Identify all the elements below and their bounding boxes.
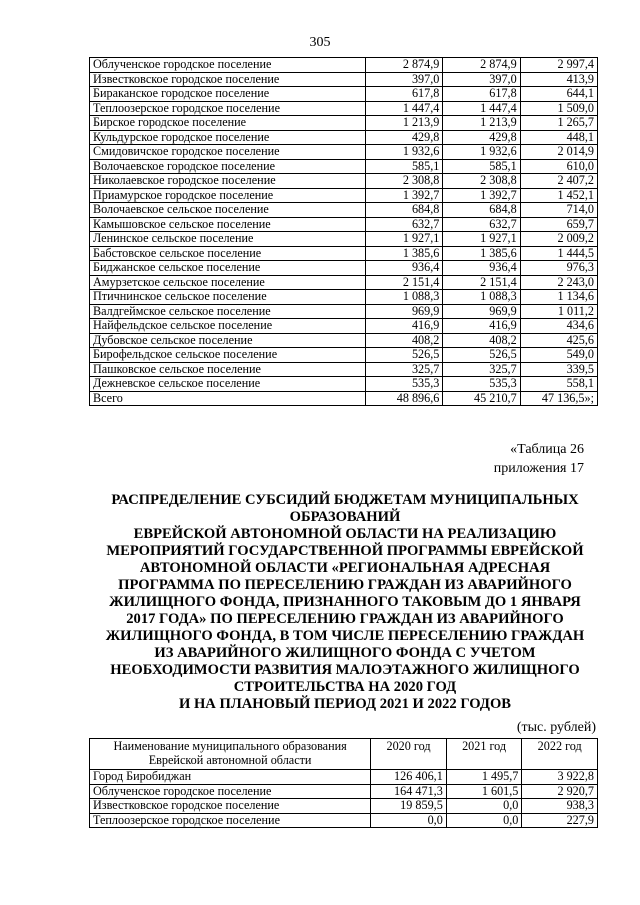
table-caption-number: «Таблица 26 <box>510 442 584 457</box>
value-cell: 2 308,8 <box>366 174 443 189</box>
value-cell: 659,7 <box>520 217 597 232</box>
table-row <box>90 130 598 145</box>
table-row <box>90 246 598 261</box>
value-cell: 416,9 <box>366 319 443 334</box>
table-row <box>90 304 598 319</box>
municipality-name-cell: Кульдурское городское поселение <box>90 130 366 145</box>
value-cell: 408,2 <box>366 333 443 348</box>
title-line: ЖИЛИЩНОГО ФОНДА, В ТОМ ЧИСЛЕ ПЕРЕСЕЛЕНИЮ ГРАЖДАН <box>105 628 585 644</box>
value-cell: 558,1 <box>520 377 597 392</box>
value-cell: 1 932,6 <box>443 145 520 160</box>
value-cell: 1 213,9 <box>366 116 443 131</box>
value-cell: 2 014,9 <box>520 145 597 160</box>
page-number: 305 <box>309 35 331 50</box>
value-cell: 2 243,0 <box>520 275 597 290</box>
value-cell: 976,3 <box>520 261 597 276</box>
value-cell: 535,3 <box>366 377 443 392</box>
municipality-name-cell: Птичнинское сельское поселение <box>90 290 366 305</box>
value-cell: 549,0 <box>520 348 597 363</box>
table-row <box>90 188 598 203</box>
value-cell: 434,6 <box>520 319 597 334</box>
table-row <box>90 261 598 276</box>
table-header-row <box>90 739 598 770</box>
value-cell: 938,3 <box>522 799 598 814</box>
value-cell: 1 509,0 <box>520 101 597 116</box>
municipality-name-cell: Приамурское городское поселение <box>90 188 366 203</box>
value-cell: 1 088,3 <box>366 290 443 305</box>
value-cell: 1 011,2 <box>520 304 597 319</box>
value-cell: 0,0 <box>446 799 522 814</box>
table-row <box>90 813 598 828</box>
table-row <box>90 203 598 218</box>
value-cell: 969,9 <box>366 304 443 319</box>
municipality-name-cell: Бирофельдское сельское поселение <box>90 348 366 363</box>
value-cell: 2 874,9 <box>366 58 443 73</box>
title-line: ИЗ АВАРИЙНОГО ЖИЛИЩНОГО ФОНДА С УЧЕТОМ <box>154 645 536 661</box>
document-title <box>90 492 600 713</box>
table-row <box>90 87 598 102</box>
title-line: ОБРАЗОВАНИЙ <box>289 509 401 525</box>
value-cell: 1 134,6 <box>520 290 597 305</box>
value-cell: 425,6 <box>520 333 597 348</box>
value-cell: 1 927,1 <box>366 232 443 247</box>
value-cell: 1 601,5 <box>446 784 522 799</box>
value-cell: 1 447,4 <box>443 101 520 116</box>
value-cell: 936,4 <box>366 261 443 276</box>
value-cell: 1 932,6 <box>366 145 443 160</box>
table-row <box>90 275 598 290</box>
municipality-name-cell: Волочаевское сельское поселение <box>90 203 366 218</box>
value-cell: 535,3 <box>443 377 520 392</box>
title-line: АВТОНОМНОЙ ОБЛАСТИ «РЕГИОНАЛЬНАЯ АДРЕСНАЯ <box>139 560 551 576</box>
subsidy-table-continued <box>89 57 598 406</box>
municipality-name-cell: Смидовичское городское поселение <box>90 145 366 160</box>
value-cell: 325,7 <box>443 362 520 377</box>
municipality-name-cell: Бирское городское поселение <box>90 116 366 131</box>
table-row <box>90 799 598 814</box>
value-cell: 1 265,7 <box>520 116 597 131</box>
table-row <box>90 72 598 87</box>
header-year-2021: 2021 год <box>446 739 522 770</box>
value-cell: 408,2 <box>443 333 520 348</box>
title-line: ЕВРЕЙСКОЙ АВТОНОМНОЙ ОБЛАСТИ НА РЕАЛИЗАЦИЮ <box>133 526 557 542</box>
value-cell: 397,0 <box>366 72 443 87</box>
value-cell: 48 896,6 <box>366 391 443 406</box>
table-row <box>90 101 598 116</box>
subsidy-table-body <box>90 58 598 406</box>
units-label: (тыс. рублей) <box>516 720 596 735</box>
value-cell: 1 385,6 <box>366 246 443 261</box>
title-line: РАСПРЕДЕЛЕНИЕ СУБСИДИЙ БЮДЖЕТАМ МУНИЦИПАЛЬНЫХ <box>111 492 579 508</box>
value-cell: 2 920,7 <box>522 784 598 799</box>
value-cell: 526,5 <box>366 348 443 363</box>
value-cell: 0,0 <box>371 813 447 828</box>
municipality-name-cell: Бираканское городское поселение <box>90 87 366 102</box>
municipality-name-cell: Всего <box>90 391 366 406</box>
value-cell: 397,0 <box>443 72 520 87</box>
title-line: ЖИЛИЩНОГО ФОНДА, ПРИЗНАННОГО ТАКОВЫМ ДО 1 ЯНВАРЯ <box>109 594 581 610</box>
table-row <box>90 348 598 363</box>
value-cell: 2 874,9 <box>443 58 520 73</box>
municipality-name-cell: Дубовское сельское поселение <box>90 333 366 348</box>
value-cell: 429,8 <box>443 130 520 145</box>
value-cell: 585,1 <box>366 159 443 174</box>
value-cell: 164 471,3 <box>371 784 447 799</box>
header-year-2022: 2022 год <box>522 739 598 770</box>
value-cell: 1 088,3 <box>443 290 520 305</box>
value-cell: 47 136,5»; <box>520 391 597 406</box>
value-cell: 610,0 <box>520 159 597 174</box>
value-cell: 1 452,1 <box>520 188 597 203</box>
value-cell: 448,1 <box>520 130 597 145</box>
table-row <box>90 290 598 305</box>
table-row <box>90 58 598 73</box>
municipality-name-cell: Ленинское сельское поселение <box>90 232 366 247</box>
value-cell: 2 009,2 <box>520 232 597 247</box>
title-line: И НА ПЛАНОВЫЙ ПЕРИОД 2021 И 2022 ГОДОВ <box>178 696 512 712</box>
municipality-name-cell: Камышовское сельское поселение <box>90 217 366 232</box>
municipality-name-cell: Город Биробиджан <box>90 770 371 785</box>
value-cell: 339,5 <box>520 362 597 377</box>
title-line: 2017 ГОДА» ПО ПЕРЕСЕЛЕНИЮ ГРАЖДАН ИЗ АВАРИЙНОГО <box>126 611 564 627</box>
value-cell: 0,0 <box>446 813 522 828</box>
resettlement-table-body <box>90 739 598 828</box>
table-row <box>90 377 598 392</box>
value-cell: 1 444,5 <box>520 246 597 261</box>
value-cell: 227,9 <box>522 813 598 828</box>
table-caption-appendix: приложения 17 <box>493 461 584 476</box>
municipality-name-cell: Известковское городское поселение <box>90 799 371 814</box>
table-row <box>90 217 598 232</box>
value-cell: 684,8 <box>366 203 443 218</box>
table-row <box>90 319 598 334</box>
municipality-name-cell: Известковское городское поселение <box>90 72 366 87</box>
header-municipality: Наименование муниципального образования Еврейской автономной области <box>90 739 371 770</box>
municipality-name-cell: Бабстовское сельское поселение <box>90 246 366 261</box>
value-cell: 2 407,2 <box>520 174 597 189</box>
value-cell: 19 859,5 <box>371 799 447 814</box>
table-row <box>90 362 598 377</box>
value-cell: 617,8 <box>443 87 520 102</box>
value-cell: 684,8 <box>443 203 520 218</box>
title-line: ПРОГРАММА ПО ПЕРЕСЕЛЕНИЮ ГРАЖДАН ИЗ АВАРИЙНОГО <box>118 577 572 593</box>
table-row <box>90 391 598 406</box>
value-cell: 1 385,6 <box>443 246 520 261</box>
municipality-name-cell: Биджанское сельское поселение <box>90 261 366 276</box>
municipality-name-cell: Амурзетское сельское поселение <box>90 275 366 290</box>
value-cell: 1 392,7 <box>443 188 520 203</box>
table-row <box>90 116 598 131</box>
value-cell: 413,9 <box>520 72 597 87</box>
value-cell: 3 922,8 <box>522 770 598 785</box>
value-cell: 2 308,8 <box>443 174 520 189</box>
table-row <box>90 770 598 785</box>
value-cell: 617,8 <box>366 87 443 102</box>
value-cell: 969,9 <box>443 304 520 319</box>
value-cell: 2 151,4 <box>366 275 443 290</box>
municipality-name-cell: Облученское городское поселение <box>90 58 366 73</box>
municipality-name-cell: Облученское городское поселение <box>90 784 371 799</box>
value-cell: 632,7 <box>366 217 443 232</box>
value-cell: 45 210,7 <box>443 391 520 406</box>
value-cell: 644,1 <box>520 87 597 102</box>
municipality-name-cell: Пашковское сельское поселение <box>90 362 366 377</box>
title-line: МЕРОПРИЯТИЙ ГОСУДАРСТВЕННОЙ ПРОГРАММЫ ЕВРЕЙСКОЙ <box>106 543 584 559</box>
value-cell: 714,0 <box>520 203 597 218</box>
table-row <box>90 232 598 247</box>
table-row <box>90 333 598 348</box>
table-row <box>90 174 598 189</box>
municipality-name-cell: Теплоозерское городское поселение <box>90 101 366 116</box>
value-cell: 1 392,7 <box>366 188 443 203</box>
value-cell: 416,9 <box>443 319 520 334</box>
title-line: СТРОИТЕЛЬСТВА НА 2020 ГОД <box>233 679 457 695</box>
resettlement-subsidy-table <box>89 738 598 828</box>
municipality-name-cell: Волочаевское городское поселение <box>90 159 366 174</box>
value-cell: 126 406,1 <box>371 770 447 785</box>
table-row <box>90 159 598 174</box>
table-row <box>90 145 598 160</box>
value-cell: 1 447,4 <box>366 101 443 116</box>
municipality-name-cell: Найфельдское сельское поселение <box>90 319 366 334</box>
value-cell: 2 997,4 <box>520 58 597 73</box>
municipality-name-cell: Николаевское городское поселение <box>90 174 366 189</box>
table-row <box>90 784 598 799</box>
value-cell: 936,4 <box>443 261 520 276</box>
value-cell: 585,1 <box>443 159 520 174</box>
municipality-name-cell: Теплоозерское городское поселение <box>90 813 371 828</box>
value-cell: 526,5 <box>443 348 520 363</box>
value-cell: 325,7 <box>366 362 443 377</box>
municipality-name-cell: Дежневское сельское поселение <box>90 377 366 392</box>
title-line: НЕОБХОДИМОСТИ РАЗВИТИЯ МАЛОЭТАЖНОГО ЖИЛИЩНОГО <box>110 662 580 678</box>
value-cell: 632,7 <box>443 217 520 232</box>
municipality-name-cell: Валдгеймское сельское поселение <box>90 304 366 319</box>
value-cell: 429,8 <box>366 130 443 145</box>
value-cell: 1 495,7 <box>446 770 522 785</box>
value-cell: 1 927,1 <box>443 232 520 247</box>
value-cell: 1 213,9 <box>443 116 520 131</box>
header-year-2020: 2020 год <box>371 739 447 770</box>
value-cell: 2 151,4 <box>443 275 520 290</box>
